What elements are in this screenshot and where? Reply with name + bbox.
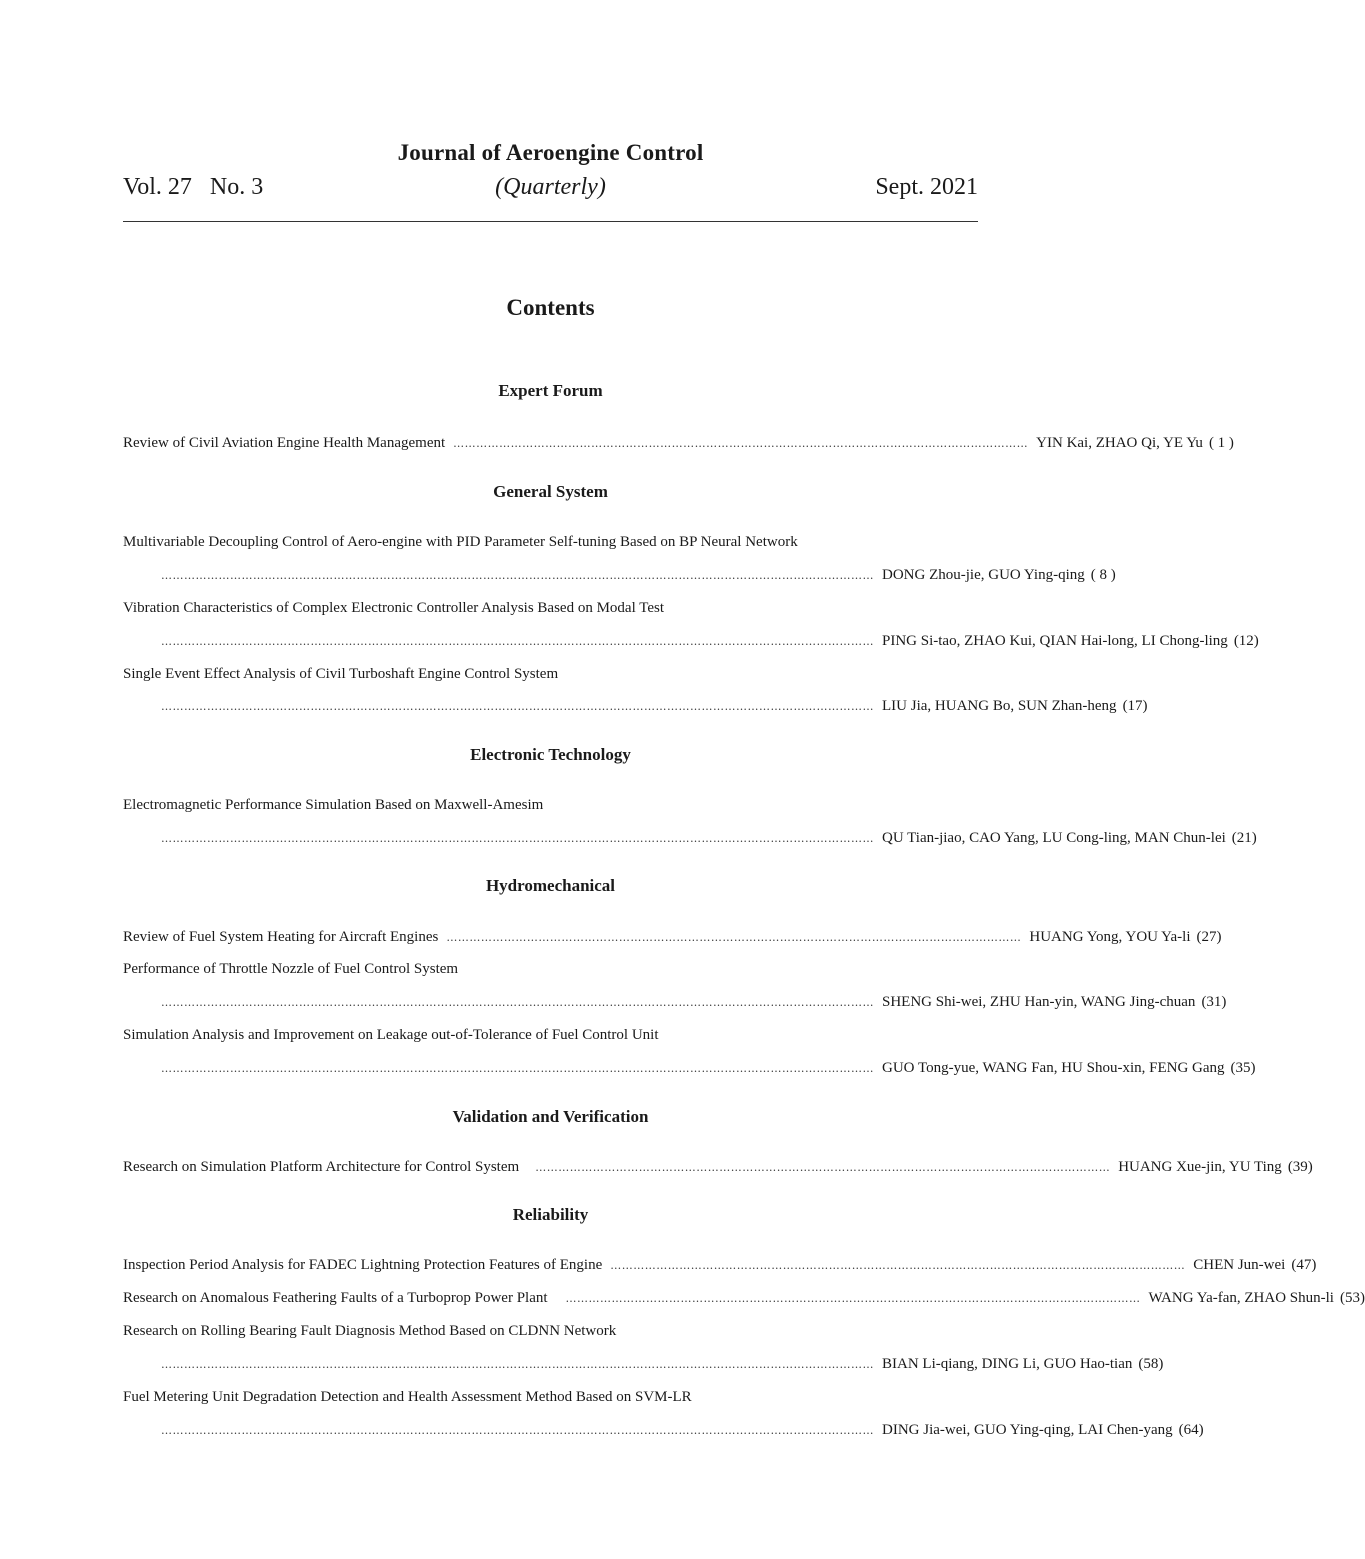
- article-page: (39): [1287, 1159, 1313, 1175]
- article-title: Vibration Characteristics of Complex Electronic Controller Analysis Based on Modal Test: [123, 600, 664, 616]
- toc-entry[interactable]: [123, 1156, 1313, 1178]
- leader-dots: ……………………………………………………………………………………………………………………………………………………………………: [161, 1358, 874, 1371]
- section-heading: Electronic Technology: [470, 745, 631, 764]
- article-page: (27): [1196, 929, 1222, 945]
- leader-dots: ……………………………………………………………………………………………………………………………………………………………………: [161, 700, 874, 713]
- toc-entry[interactable]: [123, 432, 1234, 454]
- article-page: (58): [1138, 1356, 1164, 1372]
- article-authors: HUANG Yong, YOU Ya-li: [1029, 929, 1191, 945]
- volume: Vol. 27: [123, 174, 192, 200]
- article-page: (53): [1339, 1290, 1365, 1306]
- issue-meta-row: [123, 174, 978, 206]
- issue-date: Sept. 2021: [875, 174, 978, 200]
- article-title: Fuel Metering Unit Degradation Detection and Health Assessment Method Based on SVM-LR: [123, 1389, 692, 1405]
- leader-dots: ……………………………………………………………………………………………………………………………………………………………………: [161, 1062, 874, 1075]
- toc-entry[interactable]: [123, 1254, 1317, 1276]
- section-heading: Hydromechanical: [485, 876, 616, 895]
- leader-dots: ……………………………………………………………………………………………………………………………………: [535, 1161, 1111, 1174]
- article-authors: DONG Zhou-jie, GUO Ying-qing: [882, 567, 1085, 583]
- leader-dots: ……………………………………………………………………………………………………………………………………: [446, 931, 1022, 944]
- toc-entry-author-line[interactable]: [123, 991, 1227, 1013]
- article-title: Performance of Throttle Nozzle of Fuel Control System: [123, 961, 459, 977]
- article-authors: CHEN Jun-wei: [1193, 1257, 1286, 1273]
- contents-page: [123, 0, 1365, 1559]
- article-page: ( 1 ): [1208, 435, 1234, 451]
- leader-dots: ……………………………………………………………………………………………………………………………………: [565, 1292, 1141, 1305]
- leader-dots: ……………………………………………………………………………………………………………………………………………………………………: [161, 1424, 874, 1437]
- article-authors: SHENG Shi-wei, ZHU Han-yin, WANG Jing-chuan: [882, 994, 1196, 1010]
- article-page: (12): [1233, 633, 1259, 649]
- article-page: (35): [1230, 1060, 1256, 1076]
- article-title: Research on Rolling Bearing Fault Diagnosis Method Based on CLDNN Network: [123, 1323, 617, 1339]
- contents-heading: Contents: [506, 295, 595, 320]
- article-page: ( 8 ): [1090, 567, 1116, 583]
- toc-entry-title-line[interactable]: [123, 794, 978, 816]
- toc-entry-author-line[interactable]: [123, 827, 1257, 849]
- article-authors: LIU Jia, HUANG Bo, SUN Zhan-heng: [882, 698, 1117, 714]
- article-title: Simulation Analysis and Improvement on Leakage out-of-Tolerance of Fuel Control Unit: [123, 1027, 659, 1043]
- article-authors: PING Si-tao, ZHAO Kui, QIAN Hai-long, LI Chong-ling: [882, 633, 1228, 649]
- toc-entry-author-line[interactable]: [123, 1057, 1256, 1079]
- toc-entry-author-line[interactable]: [123, 695, 1148, 717]
- article-title: Electromagnetic Performance Simulation Based on Maxwell-Amesim: [123, 797, 544, 813]
- article-page: (64): [1178, 1422, 1204, 1438]
- article-page: (47): [1291, 1257, 1317, 1273]
- toc-entry-author-line[interactable]: [123, 564, 1116, 586]
- toc-entry-title-line[interactable]: [123, 1386, 978, 1408]
- article-title: Inspection Period Analysis for FADEC Lightning Protection Features of Engine: [123, 1257, 603, 1273]
- toc-entry-title-line[interactable]: [123, 1320, 978, 1342]
- article-authors: YIN Kai, ZHAO Qi, YE Yu: [1036, 435, 1203, 451]
- article-authors: GUO Tong-yue, WANG Fan, HU Shou-xin, FENG Gang: [882, 1060, 1225, 1076]
- toc-entry-title-line[interactable]: [123, 531, 978, 553]
- article-title: Research on Anomalous Feathering Faults of a Turboprop Power Plant: [123, 1290, 548, 1306]
- leader-dots: ……………………………………………………………………………………………………………………………………: [453, 437, 1029, 450]
- header-rule: [123, 221, 978, 222]
- article-authors: QU Tian-jiao, CAO Yang, LU Cong-ling, MAN Chun-lei: [882, 830, 1226, 846]
- article-title: Review of Fuel System Heating for Aircraft Engines: [123, 929, 439, 945]
- issue-number: No. 3: [209, 174, 264, 200]
- article-title: Research on Simulation Platform Architecture for Control System: [123, 1159, 520, 1175]
- toc-entry-author-line[interactable]: [123, 1353, 1164, 1375]
- article-title: Review of Civil Aviation Engine Health Management: [123, 435, 446, 451]
- article-authors: WANG Ya-fan, ZHAO Shun-li: [1148, 1290, 1334, 1306]
- article-title: Multivariable Decoupling Control of Aero-engine with PID Parameter Self-tuning Based on BP Neural Network: [123, 534, 798, 550]
- leader-dots: ……………………………………………………………………………………………………………………………………………………………………: [161, 569, 874, 582]
- article-page: (17): [1122, 698, 1148, 714]
- leader-dots: ……………………………………………………………………………………………………………………………………………………………………: [161, 635, 874, 648]
- toc-entry-title-line[interactable]: [123, 663, 978, 685]
- article-authors: DING Jia-wei, GUO Ying-qing, LAI Chen-yang: [882, 1422, 1173, 1438]
- article-page: (31): [1201, 994, 1227, 1010]
- leader-dots: ……………………………………………………………………………………………………………………………………: [610, 1259, 1186, 1272]
- toc-entry-title-line[interactable]: [123, 597, 978, 619]
- toc-entry-title-line[interactable]: [123, 1024, 978, 1046]
- toc-entry-title-line[interactable]: [123, 958, 978, 980]
- section-heading: Validation and Verification: [452, 1107, 649, 1126]
- toc-entry-author-line[interactable]: [123, 630, 1259, 652]
- section-heading: General System: [493, 482, 608, 501]
- article-authors: HUANG Xue-jin, YU Ting: [1118, 1159, 1282, 1175]
- journal-title: Journal of Aeroengine Control: [397, 140, 704, 165]
- section-heading: Expert Forum: [498, 381, 603, 400]
- toc-entry[interactable]: [123, 926, 1222, 948]
- article-title: Single Event Effect Analysis of Civil Turboshaft Engine Control System: [123, 666, 559, 682]
- toc-entry[interactable]: [123, 1287, 1365, 1309]
- section-heading: Reliability: [512, 1205, 589, 1224]
- frequency: (Quarterly): [495, 174, 606, 200]
- article-page: (21): [1231, 830, 1257, 846]
- toc-entry-author-line[interactable]: [123, 1419, 1204, 1441]
- article-authors: BIAN Li-qiang, DING Li, GUO Hao-tian: [882, 1356, 1133, 1372]
- leader-dots: ……………………………………………………………………………………………………………………………………………………………………: [161, 996, 874, 1009]
- leader-dots: ……………………………………………………………………………………………………………………………………………………………………: [161, 832, 874, 845]
